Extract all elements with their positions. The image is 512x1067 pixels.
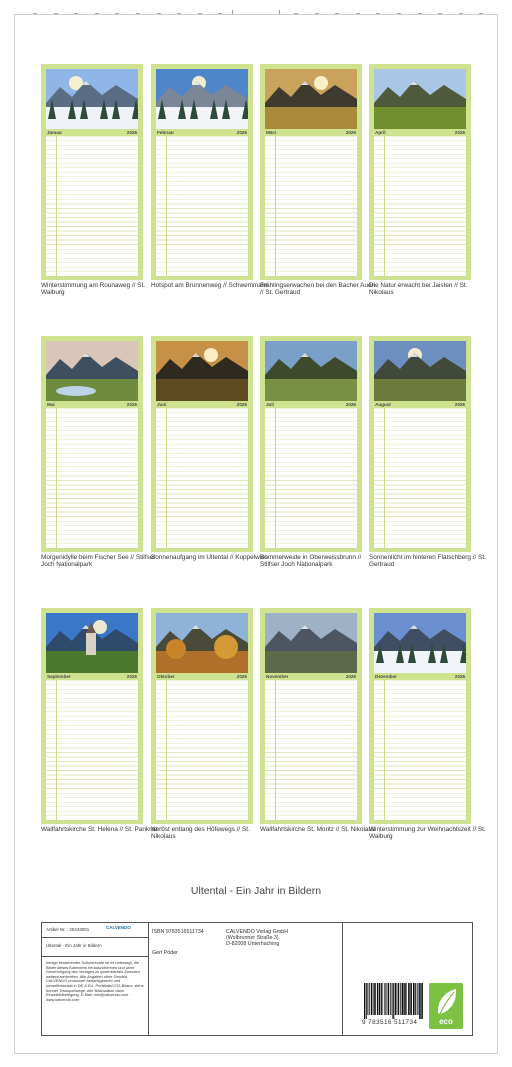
month-header <box>156 401 248 408</box>
month-photo <box>156 613 248 673</box>
month-name: November <box>266 674 289 679</box>
day-grid <box>156 408 248 548</box>
day-grid <box>374 408 466 548</box>
month-name: April <box>375 130 386 135</box>
eco-leaf-icon <box>429 983 463 1029</box>
day-grid <box>46 680 138 820</box>
month-name: Mai <box>47 402 55 407</box>
day-grid <box>265 680 357 820</box>
imprint-divider-left <box>148 923 149 1035</box>
month-panel-1 <box>41 64 143 280</box>
month-year: 2026 <box>345 402 356 407</box>
month-header <box>265 129 357 136</box>
month-panel-5 <box>41 336 143 552</box>
month-name: Februar <box>157 130 175 135</box>
month-header <box>265 673 357 680</box>
month-caption: Hotspot am Brunnenweg // Schwemmalm <box>151 282 269 289</box>
month-photo <box>265 613 357 673</box>
month-header <box>374 129 466 136</box>
isbn: ISBN 9783516511734 <box>152 929 204 935</box>
month-name: August <box>375 402 391 407</box>
month-panel-10 <box>151 608 253 824</box>
publisher-name: CALVENDO Verlag GmbH <box>226 929 289 935</box>
month-caption: Frühlingserwachen bei den Bacher Auen // St. Gertraud <box>260 282 376 297</box>
month-year: 2026 <box>454 674 465 679</box>
month-panel-6 <box>151 336 253 552</box>
month-panel-7 <box>260 336 362 552</box>
month-photo <box>46 69 138 129</box>
month-photo <box>46 613 138 673</box>
month-panel-9 <box>41 608 143 824</box>
month-photo <box>265 341 357 401</box>
month-header <box>46 673 138 680</box>
month-year: 2026 <box>126 674 137 679</box>
day-grid <box>156 136 248 276</box>
month-caption: Herbst entlang des Höfewegs // St. Nikolaus <box>151 826 250 841</box>
article-number: Artikel Nr. : 20443001 <box>46 927 90 932</box>
month-name: Januar <box>47 130 63 135</box>
month-year: 2026 <box>345 130 356 135</box>
month-header <box>156 129 248 136</box>
day-grid <box>265 136 357 276</box>
month-caption: Winterstimmung zur Weihnachtszeit // St. Walburg <box>369 826 486 841</box>
month-name: Dezember <box>375 674 397 679</box>
month-year: 2026 <box>126 402 137 407</box>
imprint-row-line <box>42 937 148 938</box>
publisher-street: (Wolbrunner Straße 3) <box>226 935 279 941</box>
barcode-number: 9 783516 511734 <box>362 1019 418 1026</box>
month-year: 2026 <box>454 130 465 135</box>
month-caption: Winterstimmung am Rounaweg // St. Walburg <box>41 282 146 297</box>
month-caption: Sonnenaufgang im Ultental // Kuppelwies <box>151 554 268 561</box>
month-header <box>265 401 357 408</box>
month-name: September <box>47 674 71 679</box>
month-header <box>156 673 248 680</box>
day-grid <box>46 136 138 276</box>
month-panel-11 <box>260 608 362 824</box>
day-grid <box>374 136 466 276</box>
month-photo <box>374 613 466 673</box>
imprint-box <box>41 922 473 1036</box>
month-header <box>374 401 466 408</box>
month-panel-12 <box>369 608 471 824</box>
day-grid <box>374 680 466 820</box>
month-photo <box>374 69 466 129</box>
month-photo <box>46 341 138 401</box>
month-year: 2026 <box>126 130 137 135</box>
imprint-row-line <box>42 956 148 957</box>
month-panel-2 <box>151 64 253 280</box>
month-year: 2026 <box>236 674 247 679</box>
month-caption: Sommerweide in Oberweissbrunn // Stilfser Joch Nationalpark <box>260 554 362 569</box>
month-name: Oktober <box>157 674 175 679</box>
month-name: Juli <box>266 402 274 407</box>
month-panel-3 <box>260 64 362 280</box>
month-name: Juni <box>157 402 167 407</box>
month-year: 2026 <box>454 402 465 407</box>
legal-text: Infolge bestehender Schutzrechte ist es untersagt, die Bilder dieses Kalenders herauszutrennen und ohne Genehmigung des Verlages zu gewerblichen Zwecken weiterzuverbreiten. Alle Angaben ohne Gewähr. CALVENDO produziert bedarfsgerecht und umweltbewusst in DE & EU. Preisliste/CO2-Bilanz: siehe bonner Transportwege. Alle Bildzusätze dann Einzelbildbelegung. E-Mail: info@calvendo.com · www.calvendo.com <box>46 960 144 1002</box>
day-grid <box>156 680 248 820</box>
month-panel-4 <box>369 64 471 280</box>
imprint-divider-right <box>342 923 343 1035</box>
month-caption: Morgenidylle beim Fischer See // Stilfser Joch Nationalpark <box>41 554 156 569</box>
month-caption: Die Natur erwacht bei Jaisten // St. Nikolaus <box>369 282 468 297</box>
month-photo <box>265 69 357 129</box>
month-caption: Wallfahrtskirche St. Moritz // St. Nikolaus <box>260 826 376 833</box>
month-photo <box>156 341 248 401</box>
month-year: 2026 <box>345 674 356 679</box>
author: Gert Pöder <box>152 950 178 956</box>
month-name: März <box>266 130 277 135</box>
product-name: Ultental - Ein Jahr in Bildern <box>46 943 102 948</box>
month-photo <box>374 341 466 401</box>
month-header <box>46 401 138 408</box>
month-panel-8 <box>369 336 471 552</box>
month-year: 2026 <box>236 130 247 135</box>
calendar-title: Ultental - Ein Jahr in Bildern <box>190 885 322 897</box>
month-header <box>46 129 138 136</box>
day-grid <box>265 408 357 548</box>
month-header <box>374 673 466 680</box>
month-year: 2026 <box>236 402 247 407</box>
publisher-city: D-82008 Unterhaching <box>226 941 280 947</box>
month-caption: Wallfahrtskirche St. Helena // St. Pankraz <box>41 826 158 833</box>
calvendo-logo: CALVENDO <box>106 925 131 930</box>
eco-label: eco <box>439 1017 453 1026</box>
month-photo <box>156 69 248 129</box>
month-caption: Sonnenlicht im hinteren Flatschberg // St. Gertraud <box>369 554 486 569</box>
day-grid <box>46 408 138 548</box>
